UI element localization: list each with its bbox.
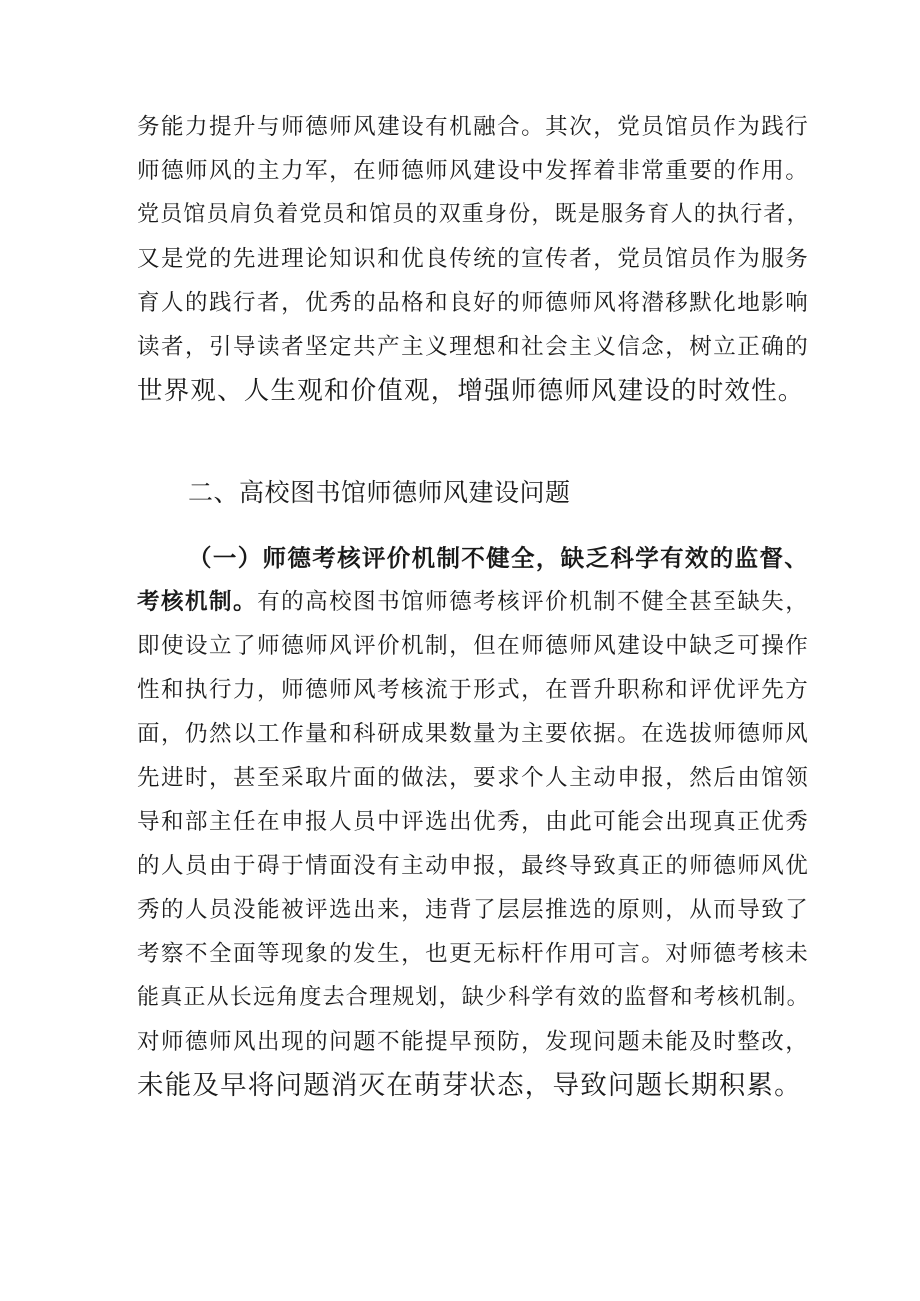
intro-line-2: 师德师风的主力军，在师德师风建设中发挥着非常重要的作用。 [137, 158, 809, 184]
intro-line-4: 又是党的先进理论知识和优良传统的宣传者，党员馆员作为服务 [137, 246, 809, 272]
intro-line-6: 读者，引导读者坚定共产主义理想和社会主义信念，树立正确的 [137, 334, 809, 360]
section-heading: 二、高校图书馆师德师风建设问题 [188, 478, 571, 507]
body-line-1: 即使设立了师德师风评价机制，但在师德师风建设中缺乏可操作 [137, 633, 809, 659]
intro-line-7: 世界观、人生观和价值观，增强师德师风建设的时效性。 [137, 376, 805, 406]
body-line-2: 性和执行力，师德师风考核流于形式，在晋升职称和评优评先方 [137, 677, 809, 703]
body-line-3: 面，仍然以工作量和科研成果数量为主要依据。在选拔师德师风 [137, 721, 809, 747]
subsection-title-line-1: （一）师德考核评价机制不健全，缺乏科学有效的监督、 [188, 544, 809, 572]
intro-line-5: 育人的践行者，优秀的品格和良好的师德师风将潜移默化地影响 [137, 290, 809, 316]
intro-line-3: 党员馆员肩负着党员和馆员的双重身份，既是服务育人的执行者， [137, 202, 810, 227]
body-line-8: 考察不全面等现象的发生，也更无标杆作用可言。对师德考核未 [137, 941, 809, 967]
subsection-line-2 [137, 585, 809, 619]
body-line-7: 秀的人员没能被评选出来，违背了层层推选的原则，从而导致了 [137, 897, 809, 923]
body-line-11: 未能及早将问题消灭在萌芽状态，导致问题长期积累。 [137, 1070, 802, 1101]
body-line-4: 先进时，甚至采取片面的做法，要求个人主动申报，然后由馆领 [137, 765, 809, 791]
body-line-10: 对师德师风出现的问题不能提早预防，发现问题未能及时整改， [137, 1029, 809, 1055]
body-line-6: 的人员由于碍于情面没有主动申报，最终导致真正的师德师风优 [137, 853, 809, 879]
intro-line-1: 务能力提升与师德师风建设有机融合。其次，党员馆员作为践行 [137, 114, 809, 140]
subsection-line-2-text: 有的高校图书馆师德考核评价机制不健全甚至缺失， [257, 589, 809, 615]
body-line-5: 导和部主任在申报人员中评选出优秀，由此可能会出现真正优秀 [137, 809, 809, 835]
body-line-9: 能真正从长远角度去合理规划，缺少科学有效的监督和考核机制。 [137, 985, 810, 1010]
subsection-title-end: 考核机制。 [137, 589, 258, 615]
